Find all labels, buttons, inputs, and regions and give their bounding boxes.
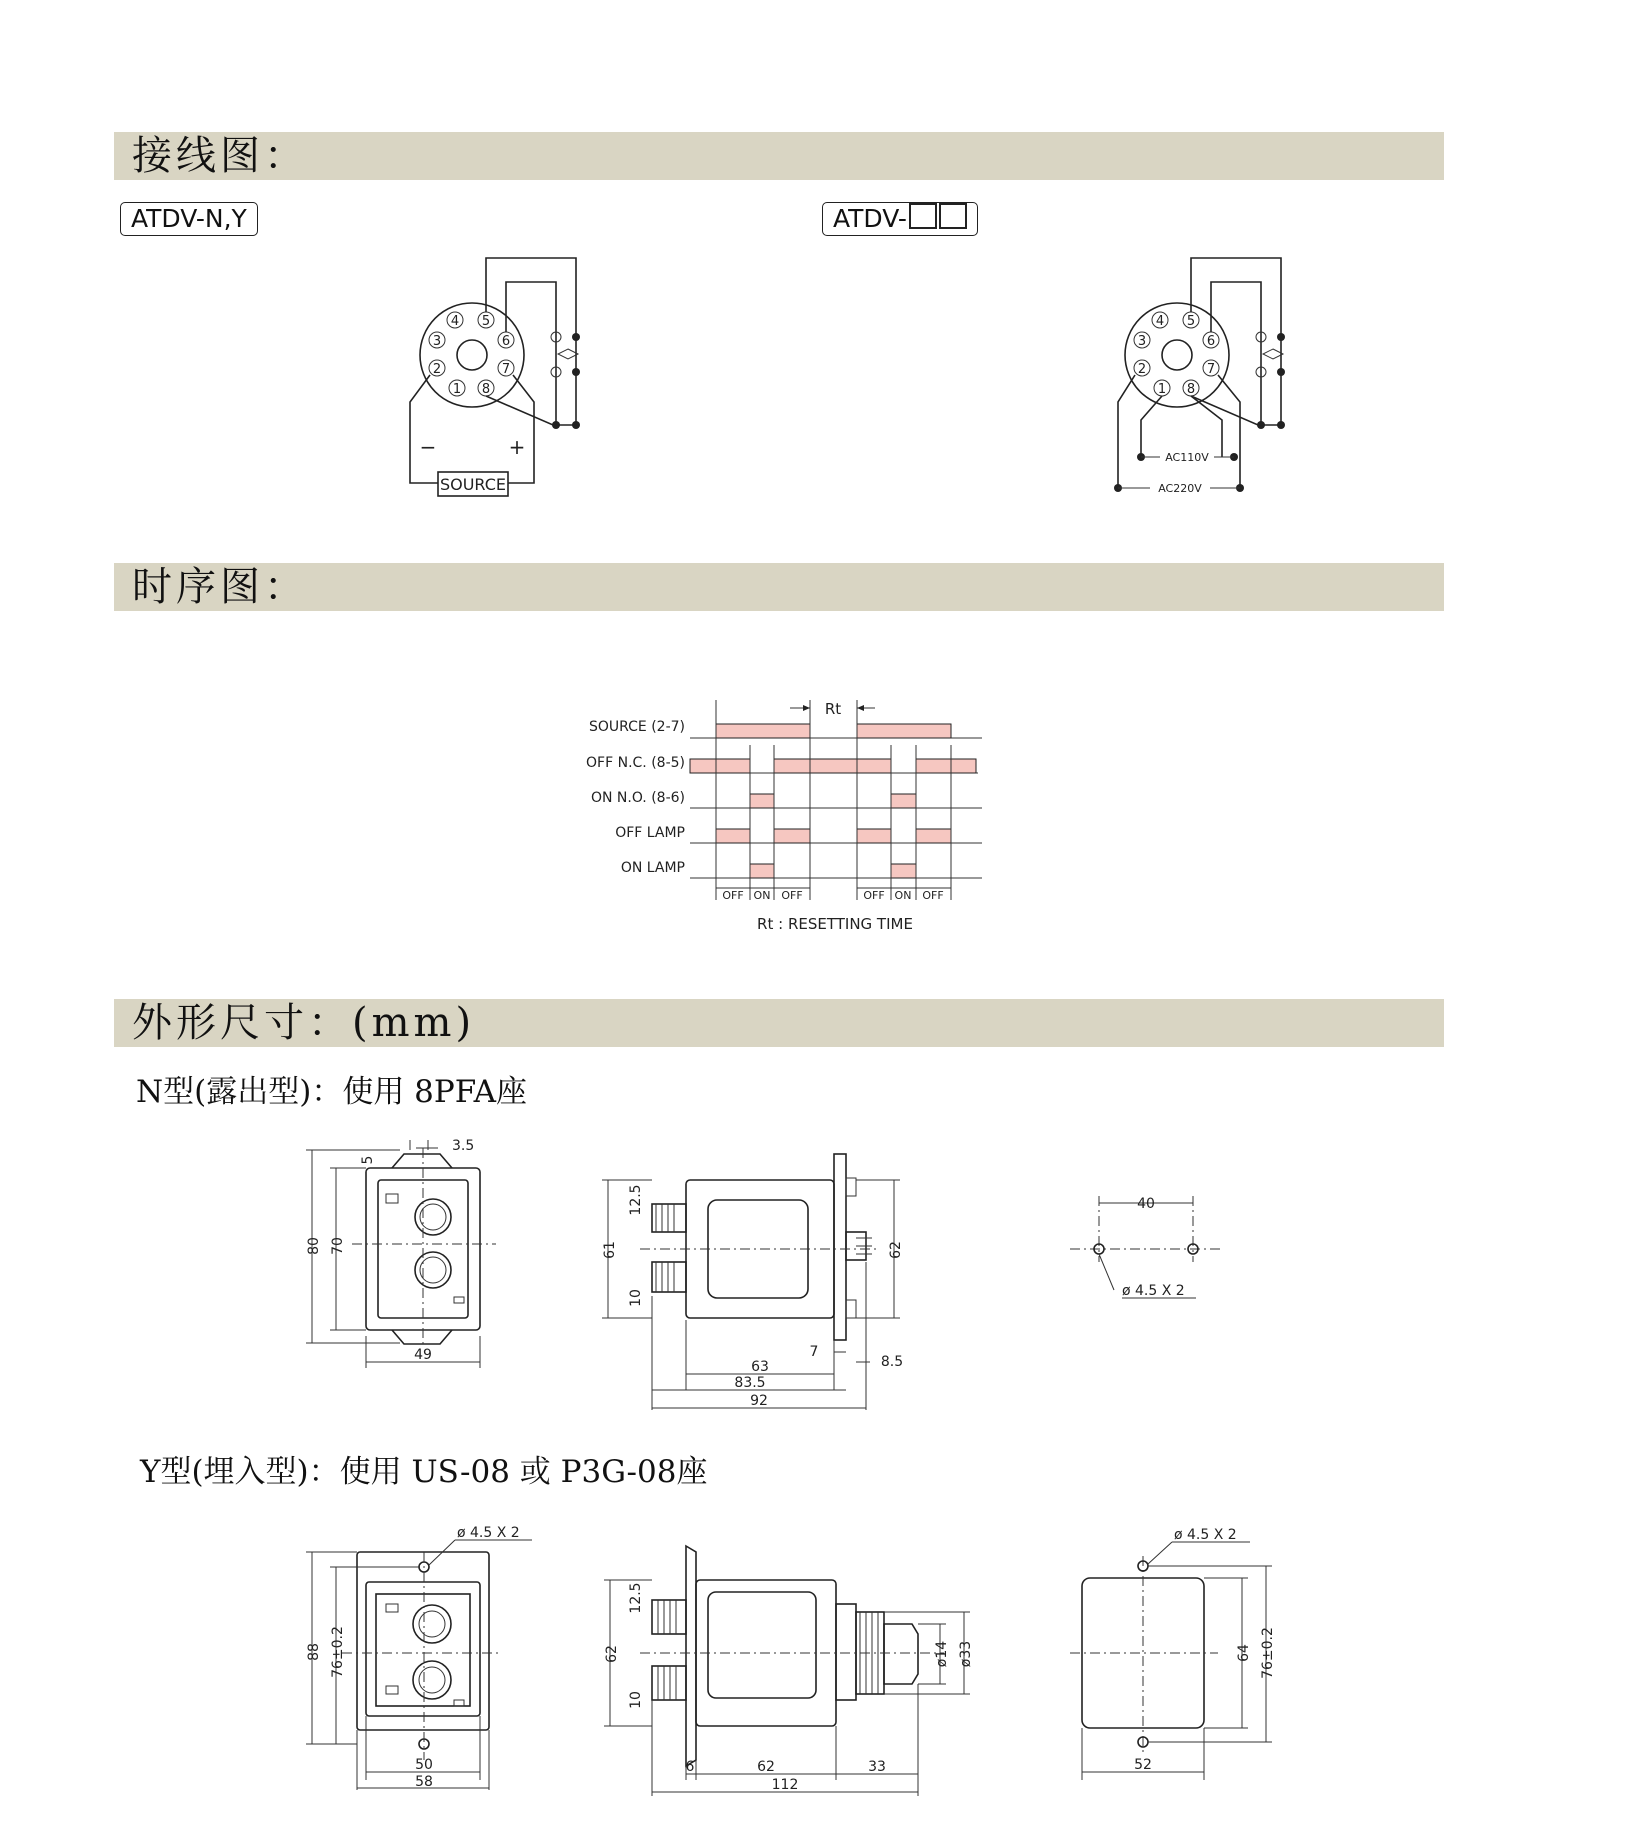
n-type-title: N型(露出型)：使用 8PFA座: [136, 1074, 527, 1110]
pulse-onno-2: [891, 794, 916, 808]
phase-off-3: OFF: [863, 889, 885, 902]
pin-5-label: 5: [481, 314, 491, 329]
wiring-section-title: 接线图：: [132, 133, 308, 179]
timing-chart: [586, 700, 982, 933]
pulse-offnc-2: [774, 759, 891, 773]
dim-12-5y: 12.5: [628, 1582, 644, 1614]
dim-8-5: 8.5: [880, 1354, 904, 1370]
pulse-onlamp-1: [750, 864, 774, 878]
pin-2-label: 2: [432, 362, 442, 377]
ac110v-label: AC110V: [1165, 451, 1209, 464]
dim-12-5: 12.5: [628, 1184, 644, 1216]
dim-62: 62: [888, 1241, 904, 1259]
n-type-side-view: [602, 1154, 904, 1410]
phase-off-2: OFF: [781, 889, 803, 902]
y-type-side-view: [604, 1546, 974, 1796]
dim-62y-width: 62: [757, 1759, 775, 1775]
dim-88: 88: [306, 1643, 322, 1661]
pulse-offlamp-2: [774, 829, 810, 843]
pin-5-label: 5: [1186, 314, 1196, 329]
dim-112: 112: [771, 1777, 799, 1793]
n-type-mounting-holes: [1070, 1196, 1222, 1299]
dim-80: 80: [306, 1237, 322, 1255]
minus-sign: −: [419, 435, 437, 459]
plus-sign: +: [508, 435, 526, 459]
dim-76: 76±0.2: [330, 1626, 346, 1678]
pin-4-label: 4: [1155, 314, 1165, 329]
dim-6: 6: [685, 1759, 695, 1775]
phase-off-4: OFF: [922, 889, 944, 902]
y-type-panel-cutout: [1070, 1527, 1276, 1780]
dim-50: 50: [415, 1757, 433, 1773]
timing-row-on-no: ON N.O. (8-6): [590, 790, 685, 806]
dimensions-section-title: 外形尺寸：(mm): [132, 1000, 476, 1046]
dim-58: 58: [415, 1774, 433, 1790]
pulse-offlamp-3: [857, 829, 891, 843]
source-label: SOURCE: [439, 475, 507, 494]
dim-10y: 10: [628, 1691, 644, 1709]
wiring-diagram-right: [1114, 258, 1285, 495]
dim-61: 61: [602, 1241, 618, 1259]
timing-section-title: 时序图：: [132, 564, 308, 610]
pin-3-label: 3: [1137, 334, 1147, 349]
hole-dim-y-cutout: ø 4.5 X 2: [1174, 1527, 1237, 1543]
dim-phi33: ø33: [958, 1640, 974, 1668]
pulse-offlamp-1: [716, 829, 750, 843]
ac220v-label: AC220V: [1158, 482, 1202, 495]
pulse-offnc-1: [690, 759, 750, 773]
dim-10: 10: [628, 1289, 644, 1307]
dim-49: 49: [414, 1347, 432, 1363]
pin-7-label: 7: [501, 362, 511, 377]
timing-note: Rt : RESETTING TIME: [757, 915, 913, 933]
dim-76y: 76±0.2: [1260, 1627, 1276, 1679]
phase-off-1: OFF: [722, 889, 744, 902]
dim-phi14: ø14: [934, 1640, 950, 1668]
pin-1-label: 1: [452, 382, 462, 397]
pin-2-label: 2: [1137, 362, 1147, 377]
pin-8-label: 8: [481, 382, 491, 397]
dim-3-5: 3.5: [452, 1138, 475, 1154]
y-type-front-view: [306, 1525, 532, 1790]
dim-62y: 62: [604, 1645, 620, 1663]
wiring-diagram-left: [410, 258, 580, 496]
pin-4-label: 4: [450, 314, 460, 329]
phase-on-2: ON: [894, 889, 912, 902]
pulse-source-2: [857, 724, 951, 738]
pulse-offnc-3: [916, 759, 976, 773]
hole-dim-y-front: ø 4.5 X 2: [457, 1525, 520, 1541]
pin-7-label: 7: [1206, 362, 1216, 377]
dim-52: 52: [1134, 1757, 1152, 1773]
timing-row-source: SOURCE (2-7): [588, 719, 685, 735]
model-left-text: ATDV-N,Y: [131, 204, 247, 233]
dim-40: 40: [1137, 1196, 1155, 1212]
pulse-source-1: [716, 724, 810, 738]
pulse-onno-1: [750, 794, 774, 808]
pulse-offlamp-4: [916, 829, 951, 843]
phase-on-1: ON: [753, 889, 771, 902]
hole-dim-n: ø 4.5 X 2: [1122, 1283, 1185, 1299]
timing-row-off-lamp: OFF LAMP: [615, 825, 685, 841]
timing-row-on-lamp: ON LAMP: [620, 860, 685, 876]
dim-5: 5: [360, 1155, 376, 1165]
pin-1-label: 1: [1157, 382, 1167, 397]
dim-83-5: 83.5: [734, 1375, 766, 1391]
dim-70: 70: [330, 1237, 346, 1255]
dim-92: 92: [750, 1393, 768, 1409]
dim-63: 63: [751, 1359, 769, 1375]
timing-row-off-nc: OFF N.C. (8-5): [586, 755, 685, 771]
dim-64: 64: [1236, 1644, 1252, 1662]
pin-6-label: 6: [1206, 334, 1216, 349]
model-right-text: ATDV-: [833, 204, 907, 233]
pin-3-label: 3: [432, 334, 442, 349]
y-type-title: Y型(埋入型)：使用 US-08 或 P3G-08座: [140, 1454, 708, 1490]
pin-6-label: 6: [501, 334, 511, 349]
pulse-onlamp-2: [891, 864, 916, 878]
rt-label: Rt: [824, 700, 842, 718]
n-type-front-view: [306, 1138, 496, 1368]
dim-7: 7: [809, 1344, 819, 1360]
dim-33: 33: [868, 1759, 886, 1775]
pin-8-label: 8: [1186, 382, 1196, 397]
